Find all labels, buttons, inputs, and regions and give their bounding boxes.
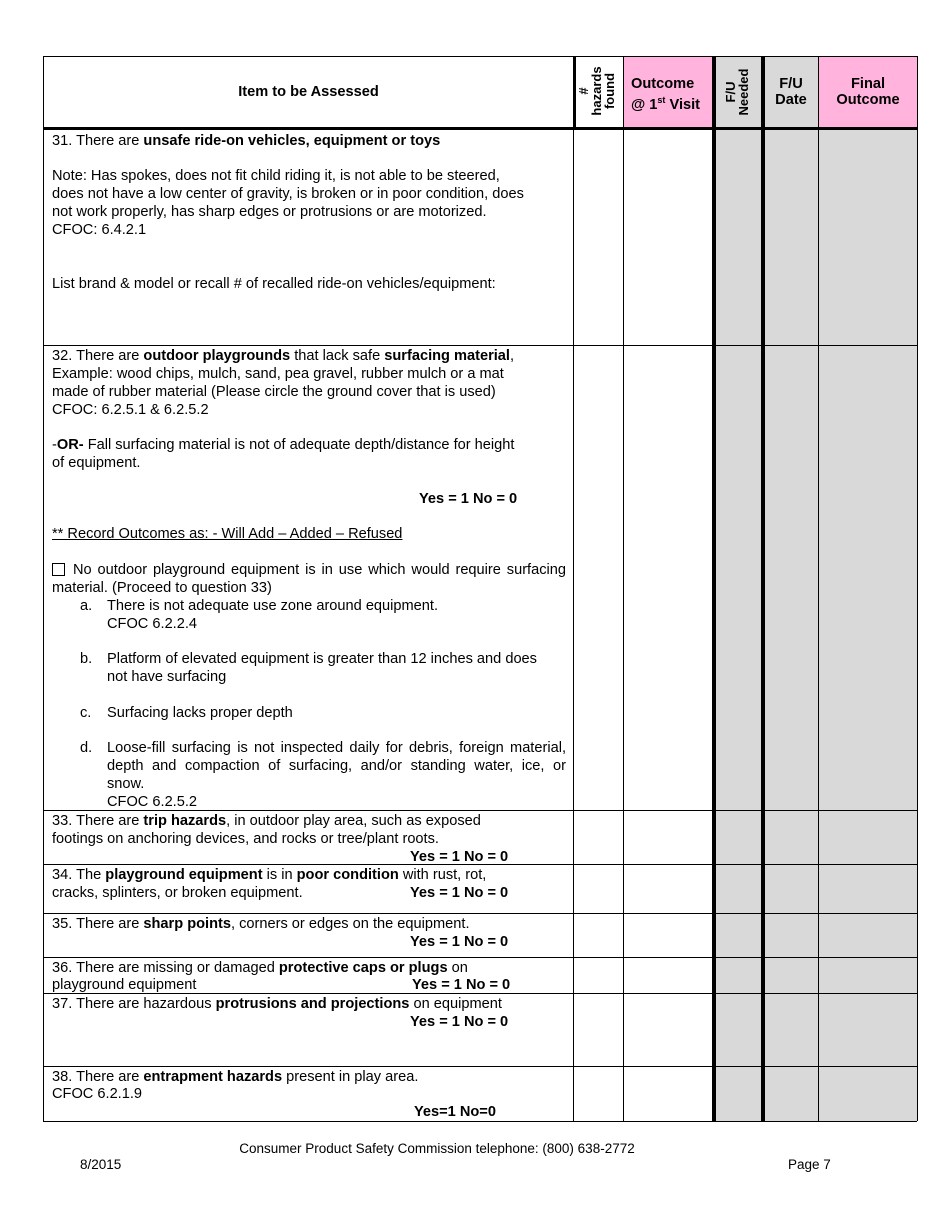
fu-date-header: F/U Date (775, 76, 807, 108)
table-top-border (43, 56, 917, 57)
q37-title: 37. There are hazardous protrusions and projections on equipment (52, 996, 502, 1012)
q32-or-line: -OR- Fall surfacing material is not of adequate depth/distance for height (52, 437, 515, 453)
q32-a-text: There is not adequate use zone around equipment. (107, 598, 439, 614)
footer-page-number: Page 7 (788, 1157, 831, 1172)
table-right-border (917, 56, 918, 1121)
q32-c-label: c. (80, 705, 92, 721)
final-outcome-header: Final Outcome (836, 76, 900, 108)
q36-title: 36. There are missing or damaged protective caps or plugs on (52, 960, 468, 976)
q33-title: 33. There are trip hazards, in outdoor play area, such as exposed (52, 813, 481, 829)
table-bottom-border (43, 1121, 917, 1122)
q38-cfoc: CFOC 6.2.1.9 (52, 1086, 143, 1102)
no-equipment-checkbox[interactable] (52, 563, 65, 576)
table-left-border (43, 56, 44, 1121)
outcome-first-visit-header: Outcome @ 1st Visit (631, 76, 701, 113)
q32-c-text: Surfacing lacks proper depth (107, 705, 293, 721)
q33-yes-no: Yes = 1 No = 0 (410, 849, 509, 865)
footer-cpsc-phone: Consumer Product Safety Commission telephone: (800) 638-2772 (239, 1141, 635, 1156)
row-divider-31-32 (43, 345, 917, 346)
col-line-3-thick (712, 56, 716, 1121)
q36-yes-no: Yes = 1 No = 0 (412, 977, 511, 993)
q32-d-label: d. (80, 740, 93, 756)
q32-line-3: made of rubber material (Please circle the ground cover that is used) (52, 384, 496, 400)
header-divider (43, 127, 917, 130)
q32-record-outcomes: ** Record Outcomes as: - Will Add – Added – Refused (52, 526, 403, 542)
q35-title: 35. There are sharp points, corners or edges on the equipment. (52, 916, 470, 932)
item-to-be-assessed-header: Item to be Assessed (238, 84, 379, 100)
q32-b-text-2: not have surfacing (107, 669, 227, 685)
row-divider-34-35 (43, 913, 917, 914)
shaded-columns-body (714, 128, 917, 1121)
fu-needed-header: F/U Needed (723, 68, 751, 116)
q31-note-1: Note: Has spokes, does not fit child riding it, is not able to be steered, (52, 168, 500, 184)
q34-line-2: cracks, splinters, or broken equipment. (52, 885, 303, 901)
q32-line-2: Example: wood chips, mulch, sand, pea gravel, rubber mulch or a mat (52, 366, 504, 382)
q36-line-2: playground equipment (52, 977, 197, 993)
q33-line-2: footings on anchoring devices, and rocks or tree/plant roots. (52, 831, 439, 847)
q32-a-cfoc: CFOC 6.2.2.4 (107, 616, 198, 632)
col-line-2 (623, 56, 624, 1121)
q32-a-label: a. (80, 598, 93, 614)
hazards-found-header: # hazards found (576, 66, 617, 116)
q34-yes-no: Yes = 1 No = 0 (410, 885, 509, 901)
col-line-1 (573, 56, 574, 1121)
q38-yes-no: Yes=1 No=0 (414, 1104, 496, 1120)
q31-list: List brand & model or recall # of recalled ride-on vehicles/equipment: (52, 276, 496, 292)
q32-d-cfoc: CFOC 6.2.5.2 (107, 794, 198, 810)
row-divider-37-38 (43, 1066, 917, 1067)
col-line-5 (818, 56, 819, 1121)
q32-title: 32. There are outdoor playgrounds that lack safe surfacing material, (52, 348, 515, 364)
q31-cfoc: CFOC: 6.4.2.1 (52, 222, 147, 238)
q34-title: 34. The playground equipment is in poor condition with rust, rot, (52, 867, 487, 883)
q37-yes-no: Yes = 1 No = 0 (410, 1014, 509, 1030)
q31-title: 31. There are unsafe ride-on vehicles, equipment or toys (52, 133, 441, 149)
col-line-4-thick (761, 56, 765, 1121)
q38-title: 38. There are entrapment hazards present in play area. (52, 1069, 419, 1085)
q31-note-2: does not have a low center of gravity, is broken or in poor condition, does (52, 186, 524, 202)
q35-yes-no: Yes = 1 No = 0 (410, 934, 509, 950)
q32-b-text-1: Platform of elevated equipment is greater than 12 inches and does (107, 651, 537, 667)
q32-b-label: b. (80, 651, 93, 667)
q32-d-text: Loose-fill surfacing is not inspected daily for debris, foreign material, depth and compaction of surfacing, and/or standing water, ice, or snow. (107, 740, 566, 792)
row-divider-35-36 (43, 957, 917, 958)
q32-no-equipment: No outdoor playground equipment is in use which would require surfacing material. (Proceed to question 33) (52, 562, 566, 596)
q32-yes-no: Yes = 1 No = 0 (419, 491, 518, 507)
q31-note-3: not work properly, has sharp edges or protrusions or are motorized. (52, 204, 487, 220)
q32-or-line-2: of equipment. (52, 455, 141, 471)
footer-date: 8/2015 (80, 1157, 122, 1172)
q32-cfoc: CFOC: 6.2.5.1 & 6.2.5.2 (52, 402, 209, 418)
